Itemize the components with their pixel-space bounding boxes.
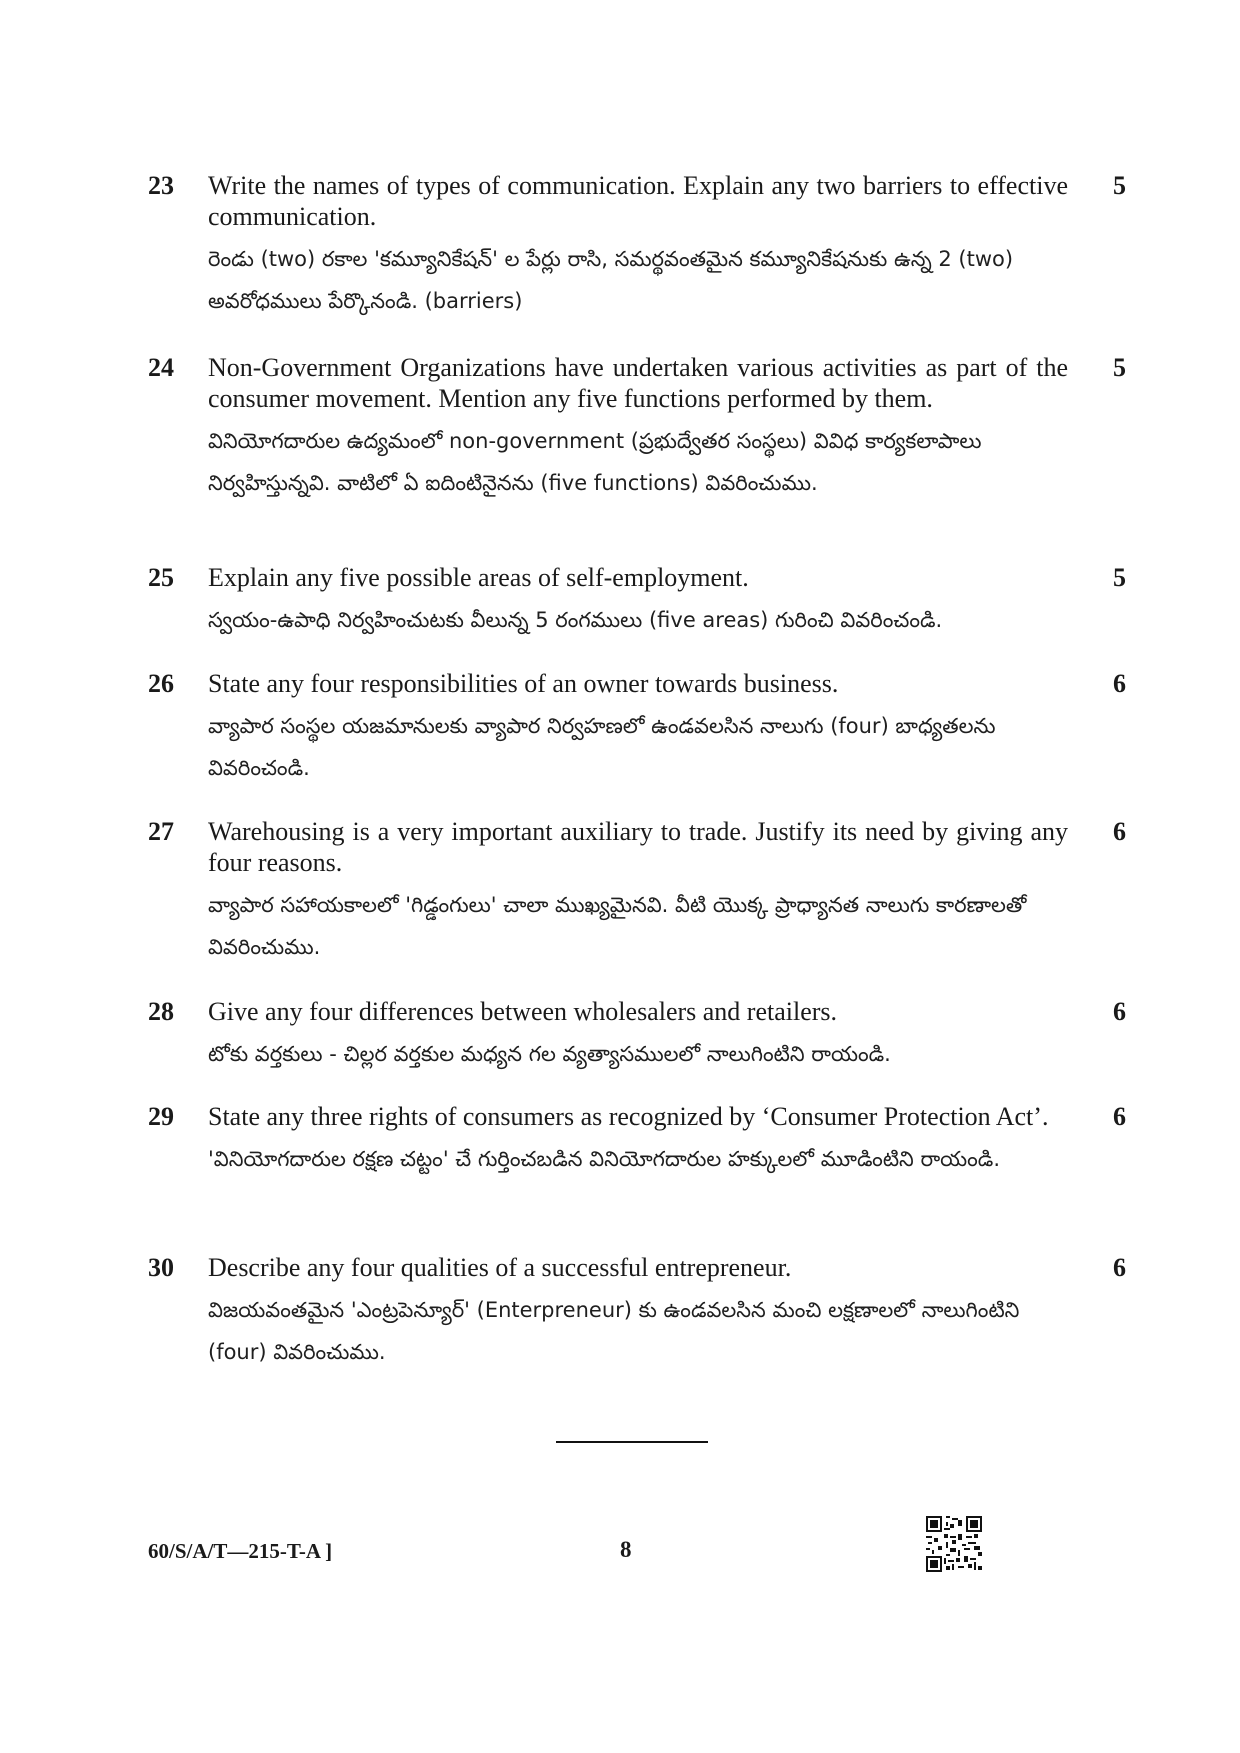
paper-code: 60/S/A/T—215-T-A ]	[148, 1539, 333, 1563]
question-marks: 5	[1113, 563, 1126, 592]
question-telugu-text: వ్యాపార సంస్థల యజమానులకు వ్యాపార నిర్వహణలో ఉండవలసిన నాలుగు (four) బాధ్యతలను వివరించండి.	[208, 714, 996, 780]
question-telugu-text: వ్యాపార సహాయకాలలో 'గిడ్డంగులు' చాలా ముఖ్యమైనవి. వీటి యొక్క ప్రాధ్యానత నాలుగు కారణాలతో వివరించుము.	[208, 893, 1027, 959]
question-english-text: Warehousing is a very important auxiliary to trade. Justify its need by giving any four reasons.	[208, 817, 1068, 877]
question-telugu-text: వినియోగదారుల ఉద్యమంలో non-government (ప్రభుద్వేతర సంస్థలు) వివిధ కార్యకలాపాలు నిర్వహిస్తున్నవి. వాటిలో ఏ ఐదింటినైనను (five functions) వివరించుము.	[208, 429, 982, 495]
question-telugu-text: 'వినియోగదారుల రక్షణ చట్టం' చే గుర్తించబడిన వినియోగదారుల హక్కులలో మూడింటిని రాయండి.	[208, 1147, 1001, 1171]
question-telugu-text: టోకు వర్తకులు - చిల్లర వర్తకుల మధ్యన గల వ్యత్యాసములలో నాలుగింటిని రాయండి.	[208, 1042, 891, 1066]
question-body	[208, 352, 1068, 504]
question-marks: 5	[1113, 353, 1126, 382]
question-body	[208, 816, 1068, 968]
question-number: 24	[148, 353, 174, 382]
page-number: 8	[620, 1537, 632, 1562]
question-body	[208, 562, 1068, 641]
end-rule	[556, 1441, 708, 1443]
question-body	[208, 996, 1068, 1075]
question-number: 28	[148, 997, 174, 1026]
question-body	[208, 1101, 1068, 1180]
question-body	[208, 1252, 1068, 1373]
question-body	[208, 170, 1068, 322]
question-number: 25	[148, 563, 174, 592]
question-marks: 6	[1113, 997, 1126, 1026]
question-marks: 6	[1113, 1102, 1126, 1131]
question-english-text: State any three rights of consumers as recognized by ‘Consumer Protection Act’.	[208, 1102, 1049, 1131]
question-number: 26	[148, 669, 174, 698]
question-marks: 6	[1113, 817, 1126, 846]
question-number: 27	[148, 817, 174, 846]
question-english-text: Non-Government Organizations have undertaken various activities as part of the consumer movement. Mention any five functions performed by them.	[208, 353, 1068, 413]
question-body	[208, 668, 1068, 789]
question-number: 29	[148, 1102, 174, 1131]
question-telugu-text: స్వయం-ఉపాధి నిర్వహించుటకు వీలున్న 5 రంగములు (five areas) గురించి వివరించండి.	[208, 608, 943, 632]
question-english-text: Describe any four qualities of a successful entrepreneur.	[208, 1253, 792, 1282]
question-number: 30	[148, 1253, 174, 1282]
question-english-text: State any four responsibilities of an owner towards business.	[208, 669, 839, 698]
question-marks: 5	[1113, 171, 1126, 200]
question-telugu-text: రెండు (two) రకాల 'కమ్యూనికేషన్' ల పేర్లు రాసి, సమర్థవంతమైన కమ్యూనికేషనుకు ఉన్న 2 (two) అవరోధములు పేర్కొనండి. (barriers)	[208, 247, 1014, 313]
question-english-text: Explain any five possible areas of self-employment.	[208, 563, 749, 592]
qr-code-icon	[926, 1516, 982, 1572]
question-number: 23	[148, 171, 174, 200]
question-english-text: Give any four differences between wholesalers and retailers.	[208, 997, 838, 1026]
question-marks: 6	[1113, 669, 1126, 698]
question-english-text: Write the names of types of communication. Explain any two barriers to effective communication.	[208, 171, 1068, 231]
question-telugu-text: విజయవంతమైన 'ఎంట్రపెన్యూర్' (Enterpreneur) కు ఉండవలసిన మంచి లక్షణాలలో నాలుగింటిని (four) వివరించుము.	[208, 1298, 1020, 1364]
question-marks: 6	[1113, 1253, 1126, 1282]
